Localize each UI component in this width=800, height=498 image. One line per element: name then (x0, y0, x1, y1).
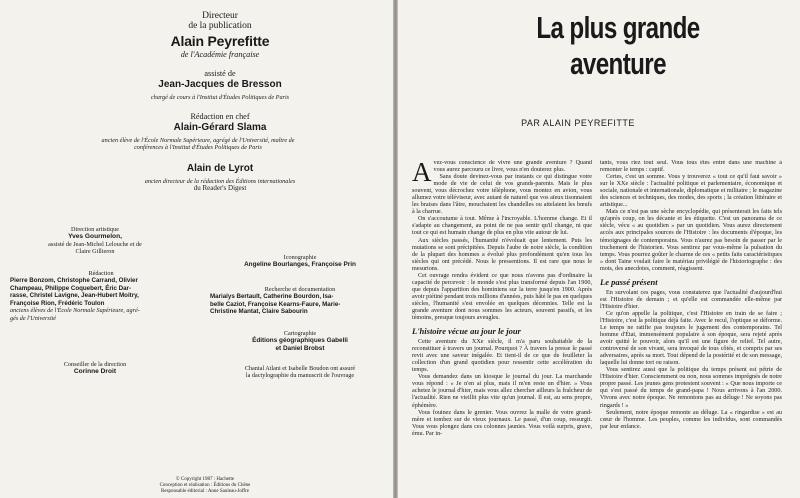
editor-desc-line2: conférences à l'Institut d'Études Politiques de Paris (134, 144, 262, 152)
assistant-name: Jean-Jacques de Bresson (158, 79, 282, 90)
icono-names: Angeline Bourlanges, Françoise Prin (244, 261, 356, 269)
section-heading: Le passé présent (600, 276, 658, 287)
copyright-line1: © Copyright 1987 : Hachette (175, 477, 235, 482)
redaction-role: Rédaction (88, 270, 114, 277)
copyright-line2: Conception et réalisation : Éditions du Chêne (159, 483, 251, 488)
article-paragraph: Cette aventure du XXe siècle, il m'a paru souhaitable de la reconstituer à travers un journal. Pourquoi ? À travers la presse le passé revit avec une saveur inégalée. Et tient-il de ce que de feuilleter la collection d'un grand quotidien pour ressentir cette accélération du temps. (412, 339, 592, 374)
editor-name: Alain-Gérard Slama (173, 122, 267, 133)
art-assist-line2: Claire Gillieron (75, 248, 115, 256)
recherche-role: Recherche et documentation (264, 286, 336, 293)
director-role: Directeur (202, 11, 238, 21)
article-paragraph: Vous demandez dans un kiosque le journal du jour. La marchande vous répond : « Je n'en ai plus, mais il m'en reste un d'hier. » Vous achetez le journal d'hier, mais vous allez chercher ailleurs la fraîcheur de l'actualité. Rien ne vieillit plus vite qu'un journal. Il est, au sens propre, éphémère. (412, 374, 592, 409)
redaction-desc-line2: gés de l'Université (10, 314, 56, 322)
art-direction-block (10, 226, 180, 256)
article-paragraph: On s'accoutume à tout. Même à l'incroyable. L'homme change. Et il s'adapte au changement, au point de ne pas sentir qu'il change, ni que tout ce qui est humain change de plus en plus vite autour de lui. (412, 216, 592, 237)
thanks-line1: Chantal Atlani et Isabelle Boudon ont assuré (244, 365, 356, 372)
drop-cap: A (412, 160, 432, 187)
article-page (398, 0, 800, 498)
carto-names-line1: Éditions géographiques Gabelli (252, 337, 348, 345)
recherche-names-line: Christine Mantat, Claire Sabourin (210, 308, 308, 316)
redaction-names-line: Champeau, Philippe Coquebert, Éric Dar- (10, 284, 132, 292)
icono-role: Iconographie (283, 254, 317, 261)
editor-desc (18, 137, 378, 152)
redaction-names-line: Françoise Rion, Frédéric Toulon (10, 299, 105, 307)
director-title: de l'Académie française (180, 50, 260, 59)
lyrot-name: Alain de Lyrot (186, 163, 254, 174)
conseiller-name: Corinne Droit (73, 368, 117, 376)
article-paragraph: Mais ce n'est pas une sèche encyclopédie, qui présenterait les faits tels qu'après coup, on les décante et les étiquette. C'est un panorama de ce siècle, vécu « au quotidien » par un quotidien. Vous aurez directement accès aux principales sources de l'Histoire : les documents d'époque, les témoignages de contemporains. Vous n'aurez pas besoin de passer par le truchement de l'historien. Vous sentirez par vous-même la pulsation du temps. Vous pourrez goûter le charme de ces « petits faits caractéristiques » dont Taine voulait faire le matériau privilégié de l'historiographe : des mots, des anecdotes, comment, réagissent. (600, 209, 782, 272)
lyrot-desc (60, 178, 380, 193)
article-paragraph: Ce qu'on appelle la politique, c'est l'Histoire en train de se faire ; l'Histoire, c'est la politique déjà faite. Avec le recul, l'optique se déforme. Le temps ne ratifie pas toujours le jugement des contemporains. Tel homme d'État, immensément populaire à son époque, sera rejeté après avoir quitté le pouvoir, alors qu'il est une figure de relief. Tel autre, controversé de son vivant, sera invoqué de tous côtés, et compris par ses adversaires, après sa mort. Tout dépend de la postérité et de son message, laquelle lui donne tort ou raison. (600, 310, 782, 367)
article-paragraph: tants, vous riez tout seul. Vous tous êtes entré dans une machine à remonter le temps : captif. (600, 160, 782, 174)
art-assist-line1: assisté de Jean-Michel Lelouche et de (48, 240, 142, 248)
article-title (501, 10, 735, 82)
article-paragraph: Sans doute devinez-vous par instants ce qui distingue votre mode de vie de celui de vos grands-parents. Mais le plus souvent, vous décrochez votre téléphone, vous montez en avion, vous allumez votre téléviseur, avec autant de naturel que vos aïeux tisonnaient les braises dans l'âtre, mouchaient les chandelles ou attelaient les bœufs à la charrue. (412, 174, 592, 216)
redaction-names-line: rasse, Christel Lavigne, Jean-Hubert Moitry, (10, 292, 139, 300)
recherche-names (210, 293, 390, 316)
art-name: Yves Gourmelon, (68, 233, 122, 241)
director-name: Alain Peyrefitte (170, 33, 270, 49)
article-column-2 (600, 160, 782, 498)
lyrot-desc-line1: ancien directeur de la rédaction des Éditions internationales (144, 178, 296, 185)
article-paragraph: Avez-vous conscience de vivre une grande aventure ? Quand vous aurez parcouru ce livre, vous n'en douterez plus. (412, 160, 592, 187)
director-role-line2: de la publication (188, 21, 252, 31)
assistant-title: chargé de cours à l'Institut d'Études Politiques de Paris (150, 94, 290, 101)
redaction-desc-line1: anciens élèves de l'École Normale Supérieure, agré- (10, 307, 140, 315)
recherche-names-line: belle Caziot, Françoise Kearns-Faure, Marie- (210, 300, 341, 308)
byline: PAR ALAIN PEYREFITTE (521, 118, 635, 128)
copyright-line3: Responsable éditorial : Anne Sauleau-Joffre (161, 489, 249, 494)
article-paragraph: Cet ouvrage rendra évident ce que nous n'avons pas d'ordinaire la capacité de percevoir : le monde s'est plus transformé depuis l'an 1900, que depuis l'apparition des hominiens sur la terre jusqu'en 1900. Après avoir piétiné pendant trois millions d'années, puis hâté le pas en quelques siècles, l'humanité s'est envolée en quelques décennies. Telle est la grande aventure dont nous sommes les acteurs, souvent passifs, et les témoins, presque toujours aveugles. (412, 272, 592, 322)
conseiller-role: Conseiller de la direction (63, 361, 127, 368)
redaction-block (10, 270, 192, 322)
article-title-line1: La plus grande (536, 10, 700, 45)
research-block (210, 286, 390, 316)
article-paragraph: Vous fouinez dans le grenier. Vous ouvrez la malle de votre grand-mère et tombez sur de vieux journaux. Le passé, d'un coup, ressurgit. Vous vous plongez dans ces colonnes jaunies. Vous voilà surpris, grave, ému. Par in- (412, 409, 592, 437)
recherche-names-line: Marialys Bertault, Catherine Bourdon, Isa- (210, 293, 334, 301)
article-paragraph: En survolant ces pages, vous constaterez que l'actualité d'aujourd'hui est l'Histoire de demain ; et qu'elle est commandée elle-même par l'Histoire d'hier. (600, 289, 782, 310)
art-role: Direction artistique (71, 226, 119, 233)
thanks-line2: la dactylographie du manuscrit de l'ouvrage (245, 372, 355, 380)
thanks-block (205, 365, 393, 380)
carto-role: Cartographie (283, 330, 317, 337)
article-paragraph: Certes, c'est un somme. Vous y trouverez « tout ce qu'il faut savoir » sur le XXe siècle : l'actualité politique et parlementaire, économique et sociale, nationale et internationale, diplomatique et militaire ; le magazine des sciences et techniques, des modes, des sports ; la création littéraire et artistique... (600, 174, 782, 209)
carto-names-line2: et Daniel Brobst (275, 344, 325, 352)
credits-page (0, 0, 393, 498)
article-paragraph: Vous sentirez aussi que la politique du temps présent est pétrie de l'Histoire d'hier. Consciemment ou non, nous sommes imprégnés de notre propre passé. Les jeunes gens protestent souvent : « Que nous importe ce qui s'est passé du temps de grand-papa ! Nous arrivons à l'an 2000. Vivons avec notre époque. Ne remontons pas au déluge ! Ne soyons pas ringards ! » (600, 367, 782, 409)
director-block (150, 11, 290, 31)
cartography-block (210, 330, 390, 352)
article-column-1 (412, 160, 592, 498)
redaction-names-line: Pierre Bonzom, Christophe Carrand, Olivier (10, 277, 138, 285)
lyrot-desc-line2: du Reader's Digest (193, 184, 247, 193)
editor-desc-line1: ancien élève de l'École Normale Supérieure, agrégé de l'Université, maître de (101, 137, 295, 144)
conseiller-block (10, 361, 180, 376)
article-paragraph: Aux siècles passés, l'humanité n'évoluait que lentement. Puis les mutations se sont précipitées. Depuis l'aube de notre siècle, la condition de la plupart des hommes a évolué plus profondément qu'en tous les siècles qui ont précédé. Nous le pressentions. Il est rare que nous le mesurions. (412, 237, 592, 272)
copyright-block (130, 477, 280, 495)
section-heading: L'histoire vécue au jour le jour (412, 326, 521, 337)
iconography-block (210, 254, 390, 269)
article-title-line2: aventure (570, 46, 666, 81)
redaction-names (10, 277, 192, 307)
article-paragraph: Seulement, notre époque remonte au déluge. La « ringardise » est au cœur de l'homme. Les peuples, comme les individus, sont commandés par leur enfance. (600, 409, 782, 430)
assisted-label: assisté de (204, 69, 236, 78)
editor-role: Rédaction en chef (190, 112, 250, 121)
